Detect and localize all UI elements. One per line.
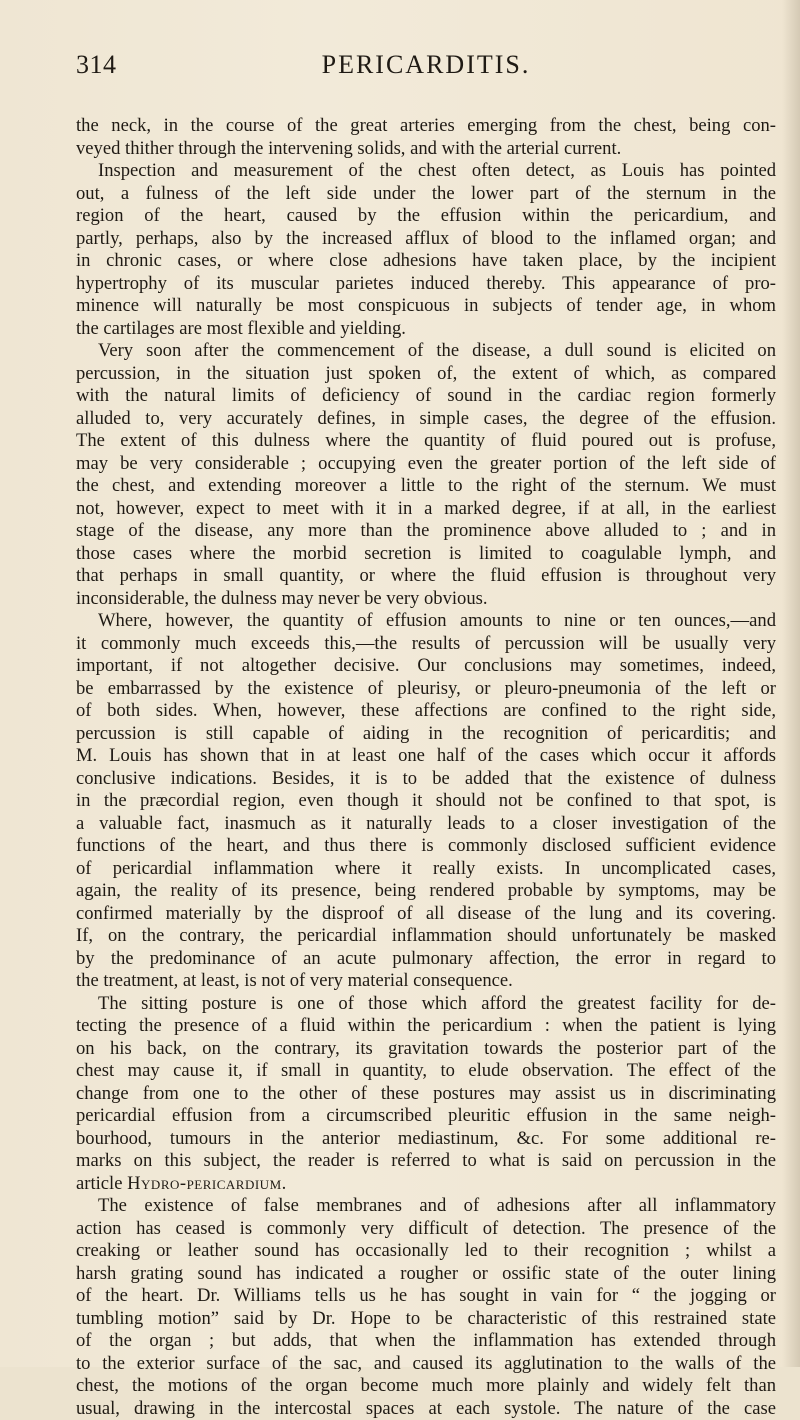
text-line: the chest, and extending moreover a little to the right of the sternum. We must	[76, 475, 776, 498]
text-line: of the heart. Dr. Williams tells us he has sought in vain for “ the jogging or	[76, 1285, 776, 1308]
text-line: those cases where the morbid secretion is limited to coagulable lymph, and	[76, 543, 776, 566]
text-line: creaking or leather sound has occasionally led to their recognition ; whilst a	[76, 1240, 776, 1263]
text-line: a valuable fact, inasmuch as it naturally leads to a closer investigation of the	[76, 813, 776, 836]
text-line: partly, perhaps, also by the increased afflux of blood to the inflamed organ; and	[76, 228, 776, 251]
text-line: conclusive indications. Besides, it is to be added that the existence of dulness	[76, 768, 776, 791]
text-line: action has ceased is commonly very difficult of detection. The presence of the	[76, 1218, 776, 1241]
text-line: stage of the disease, any more than the prominence above alluded to ; and in	[76, 520, 776, 543]
text-line: tumbling motion” said by Dr. Hope to be characteristic of this restrained state	[76, 1308, 776, 1331]
paragraph-start-line: Where, however, the quantity of effusion amounts to nine or ten ounces,—and	[76, 610, 776, 633]
text-line: that perhaps in small quantity, or where the fluid effusion is throughout very	[76, 565, 776, 588]
text-line	[76, 1173, 776, 1196]
paragraph-start-line: The sitting posture is one of those which afford the greatest facility for de-	[76, 993, 776, 1016]
text-line-lead: article	[76, 1173, 127, 1194]
text-line: chest may cause it, if small in quantity, to elude observation. The effect of the	[76, 1060, 776, 1083]
text-line: pericardial effusion from a circumscribed pleuritic effusion in the same neigh-	[76, 1105, 776, 1128]
text-line: alluded to, very accurately defines, in simple cases, the degree of the effusion.	[76, 408, 776, 431]
text-line: the neck, in the course of the great arteries emerging from the chest, being con-	[76, 115, 776, 138]
text-line: to the exterior surface of the sac, and caused its agglutination to the walls of the	[76, 1353, 776, 1376]
page-number: 314	[76, 50, 117, 80]
text-line: in chronic cases, or where close adhesions have taken place, by the incipient	[76, 250, 776, 273]
body-text	[76, 115, 776, 1420]
paragraph-start-line: The existence of false membranes and of adhesions after all inflammatory	[76, 1195, 776, 1218]
cross-reference: Hydro-pericardium.	[127, 1173, 287, 1194]
text-line: be embarrassed by the existence of pleurisy, or pleuro-pneumonia of the left or	[76, 678, 776, 701]
text-line: in the præcordial region, even though it should not be confined to that spot, is	[76, 790, 776, 813]
text-line: functions of the heart, and thus there is commonly disclosed sufficient evidence	[76, 835, 776, 858]
page-edge-shadow	[782, 0, 800, 1367]
text-line: confirmed materially by the disproof of all disease of the lung and its covering.	[76, 903, 776, 926]
text-line: it commonly much exceeds this,—the results of percussion will be usually very	[76, 633, 776, 656]
text-line: out, a fulness of the left side under the lower part of the sternum in the	[76, 183, 776, 206]
text-line: minence will naturally be most conspicuous in subjects of tender age, in whom	[76, 295, 776, 318]
text-line: with the natural limits of deficiency of sound in the cardiac region formerly	[76, 385, 776, 408]
text-line: again, the reality of its presence, being rendered probable by symptoms, may be	[76, 880, 776, 903]
text-line: The extent of this dulness where the quantity of fluid poured out is profuse,	[76, 430, 776, 453]
text-line: chest, the motions of the organ become much more plainly and widely felt than	[76, 1375, 776, 1398]
text-line: tecting the presence of a fluid within the pericardium : when the patient is lying	[76, 1015, 776, 1038]
text-line: by the predominance of an acute pulmonary affection, the error in regard to	[76, 948, 776, 971]
paragraph-start-line: Inspection and measurement of the chest often detect, as Louis has pointed	[76, 160, 776, 183]
text-line: inconsiderable, the dulness may never be very obvious.	[76, 588, 776, 611]
text-line: change from one to the other of these postures may assist us in discriminating	[76, 1083, 776, 1106]
text-line: percussion is still capable of aiding in the recognition of pericarditis; and	[76, 723, 776, 746]
text-line: region of the heart, caused by the effusion within the pericardium, and	[76, 205, 776, 228]
text-line: hypertrophy of its muscular parietes induced thereby. This appearance of pro-	[76, 273, 776, 296]
text-line: If, on the contrary, the pericardial inflammation should unfortunately be masked	[76, 925, 776, 948]
text-line: harsh grating sound has indicated a rougher or ossific state of the outer lining	[76, 1263, 776, 1286]
text-line: of pericardial inflammation where it really exists. In uncomplicated cases,	[76, 858, 776, 881]
running-title: PERICARDITIS.	[76, 50, 776, 80]
text-line: may be very considerable ; occupying even the greater portion of the left side of	[76, 453, 776, 476]
paragraph-start-line: Very soon after the commencement of the disease, a dull sound is elicited on	[76, 340, 776, 363]
text-line: the cartilages are most flexible and yielding.	[76, 318, 776, 341]
text-line: M. Louis has shown that in at least one half of the cases which occur it affords	[76, 745, 776, 768]
text-line: percussion, in the situation just spoken of, the extent of which, as compared	[76, 363, 776, 386]
text-line: veyed thither through the intervening solids, and with the arterial current.	[76, 138, 776, 161]
text-line: the treatment, at least, is not of very material consequence.	[76, 970, 776, 993]
text-line: of the organ ; but adds, that when the inflammation has extended through	[76, 1330, 776, 1353]
text-line: important, if not altogether decisive. Our conclusions may sometimes, indeed,	[76, 655, 776, 678]
text-line: marks on this subject, the reader is referred to what is said on percussion in the	[76, 1150, 776, 1173]
text-line: bourhood, tumours in the anterior mediastinum, &c. For some additional re-	[76, 1128, 776, 1151]
text-line: usual, drawing in the intercostal spaces at each systole. The nature of the case	[76, 1398, 776, 1420]
text-line: not, however, expect to meet with it in a marked degree, if at all, in the earliest	[76, 498, 776, 521]
text-line: of both sides. When, however, these affections are confined to the right side,	[76, 700, 776, 723]
running-head	[76, 50, 776, 84]
text-line: on his back, on the contrary, its gravitation towards the posterior part of the	[76, 1038, 776, 1061]
